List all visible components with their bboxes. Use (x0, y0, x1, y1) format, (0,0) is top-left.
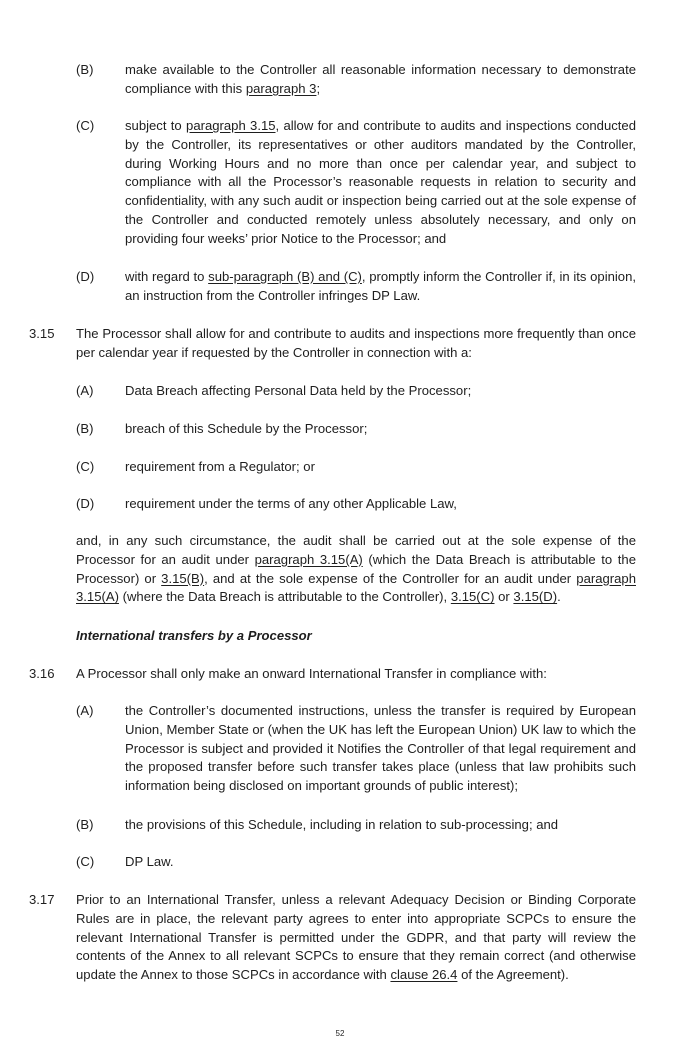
cross-reference-link[interactable]: 3.15(D) (513, 589, 558, 605)
item-text: breach of this Schedule by the Processor; (125, 421, 368, 436)
paragraph-number: 3.16 (29, 666, 55, 681)
clause-text: make available to the Controller all reasonable information necessary to demonstrate compliance with this paragraph 3; (125, 62, 636, 96)
page-number: 52 (335, 1029, 345, 1038)
item-text: DP Law. (125, 854, 174, 869)
paragraph-text: The Processor shall allow for and contribute to audits and inspections more frequently than once per calendar year if requested by the Controller in connection with a: (76, 326, 636, 360)
section-heading: International transfers by a Processor (76, 628, 312, 643)
item-text: the Controller’s documented instructions, unless the transfer is required by European Union, Member State or (when the UK has left the European Union) UK law to which the Processor is subject and provided it Notifies the Controller of that legal requirement and the proposed transfer before such transfer takes place (unless that law prohibits such information being disclosed on important grounds of public interest); (125, 703, 636, 794)
item-text: the provisions of this Schedule, including in relation to sub-processing; and (125, 817, 559, 832)
cross-reference-link[interactable]: 3.15(B) (161, 570, 205, 586)
cross-reference-link[interactable]: paragraph 3.15 (186, 118, 276, 133)
clause-label: (D) (76, 269, 95, 284)
item-label: (A) (76, 703, 94, 718)
item-label: (C) (76, 459, 95, 474)
paragraph-number: 3.17 (29, 892, 55, 907)
item-text: requirement from a Regulator; or (125, 459, 315, 474)
paragraph-number: 3.15 (29, 326, 55, 341)
clause-label: (B) (76, 62, 94, 77)
cross-reference-link[interactable]: sub-paragraph (B) and (C) (208, 269, 362, 284)
cross-reference-link[interactable]: 3.15(C) (450, 589, 495, 605)
cross-reference-link[interactable]: paragraph 3 (245, 80, 317, 96)
item-label: (B) (76, 421, 94, 436)
cross-reference-link[interactable]: paragraph 3.15(A) (76, 570, 636, 605)
paragraph-text: A Processor shall only make an onward International Transfer in compliance with: (76, 666, 547, 681)
cross-reference-link[interactable]: clause 26.4 (390, 967, 458, 983)
item-label: (B) (76, 817, 94, 832)
clause-text: with regard to sub-paragraph (B) and (C), promptly inform the Controller if, in its opinion, an instruction from the Controller infringes DP Law. (125, 269, 637, 303)
item-text: Data Breach affecting Personal Data held by the Processor; (125, 383, 472, 398)
paragraph-tail: and, in any such circumstance, the audit shall be carried out at the sole expense of the Processor for an audit under paragraph 3.15(A) (which the Data Breach is attributable to the Processor) or 3.15(B), and at the sole expense of the Controller for an audit under paragraph 3.15(A) (where the Data Breach is attributable to the Controller), 3.15(C) or 3.15(D). (76, 533, 636, 605)
clause-text: subject to paragraph 3.15, allow for and contribute to audits and inspections conducted by the Controller, its representatives or other auditors mandated by the Controller, during Working Hours and no more than once per calendar year, and subject to compliance with all the Processor’s reasonable requests in relation to security and confidentiality, with any such audit or inspection being carried out at the sole expense of the Controller and conducted remotely unless absolutely necessary, and only on providing four weeks’ prior Notice to the Processor; and (125, 118, 636, 246)
item-label: (A) (76, 383, 94, 398)
paragraph-text: Prior to an International Transfer, unless a relevant Adequacy Decision or Binding Corporate Rules are in place, the relevant party agrees to enter into appropriate SCPCs to ensure the relevant International Transfer is permitted under the GDPR, and that party will review the contents of the Annex to all relevant SCPCs to ensure that they remain correct (and otherwise update the Annex to those SCPCs in accordance with clause 26.4 of the Agreement). (76, 892, 636, 983)
item-text: requirement under the terms of any other Applicable Law, (125, 496, 457, 511)
cross-reference-link[interactable]: paragraph 3.15(A) (254, 551, 363, 567)
clause-label: (C) (76, 118, 95, 133)
item-label: (C) (76, 854, 95, 869)
item-label: (D) (76, 496, 95, 511)
